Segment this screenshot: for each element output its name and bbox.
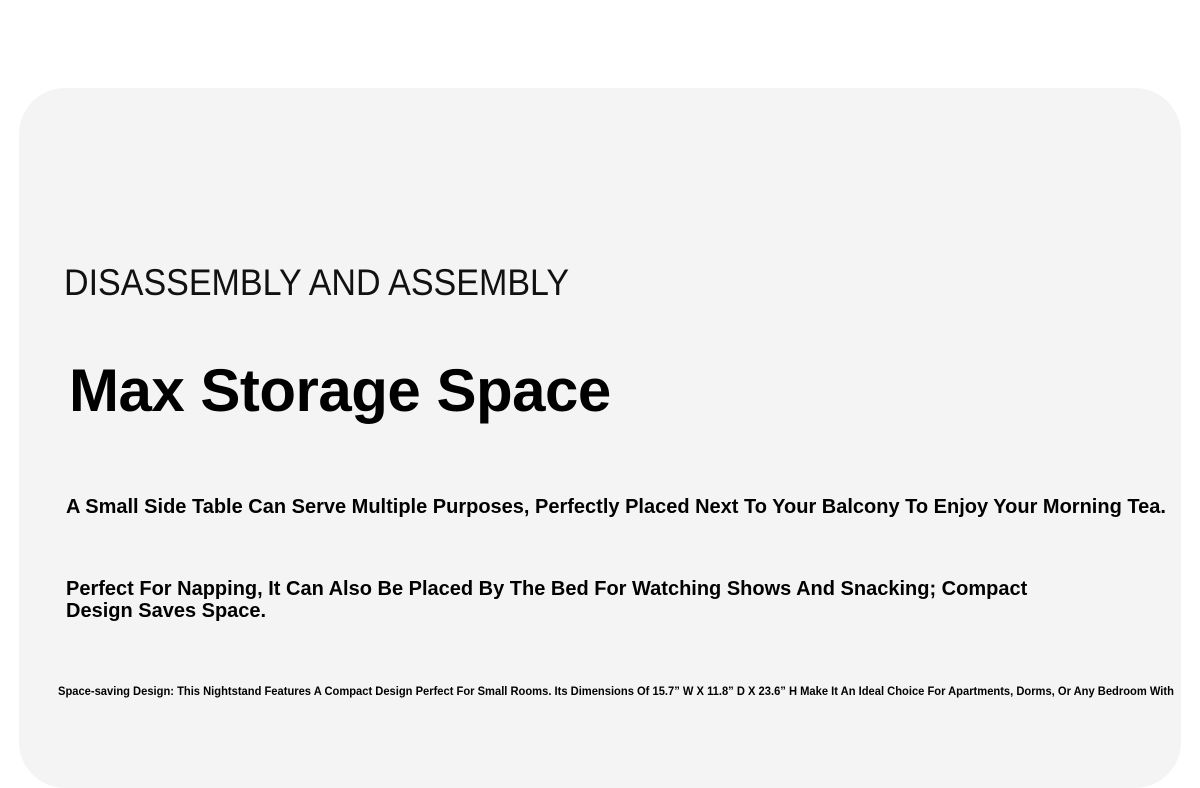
spec-line: Space-saving Design: This Nightstand Features A Compact Design Perfect For Small Rooms. Its Dimensions Of 15.7” W X 11.8” D X 23.6” H Make It An Ideal Choice For Apartments, Dorms, Or Any Bedroom With	[58, 684, 1174, 698]
description-paragraph-2: Perfect For Napping, It Can Also Be Placed By The Bed For Watching Shows And Snacking; Compact Design Saves Space.	[66, 578, 1028, 622]
content-panel	[19, 88, 1181, 788]
description-paragraph-1: A Small Side Table Can Serve Multiple Purposes, Perfectly Placed Next To Your Balcony To Enjoy Your Morning Tea.	[66, 496, 1166, 518]
section-title: Max Storage Space	[69, 357, 611, 424]
section-kicker: DISASSEMBLY AND ASSEMBLY	[64, 262, 570, 303]
